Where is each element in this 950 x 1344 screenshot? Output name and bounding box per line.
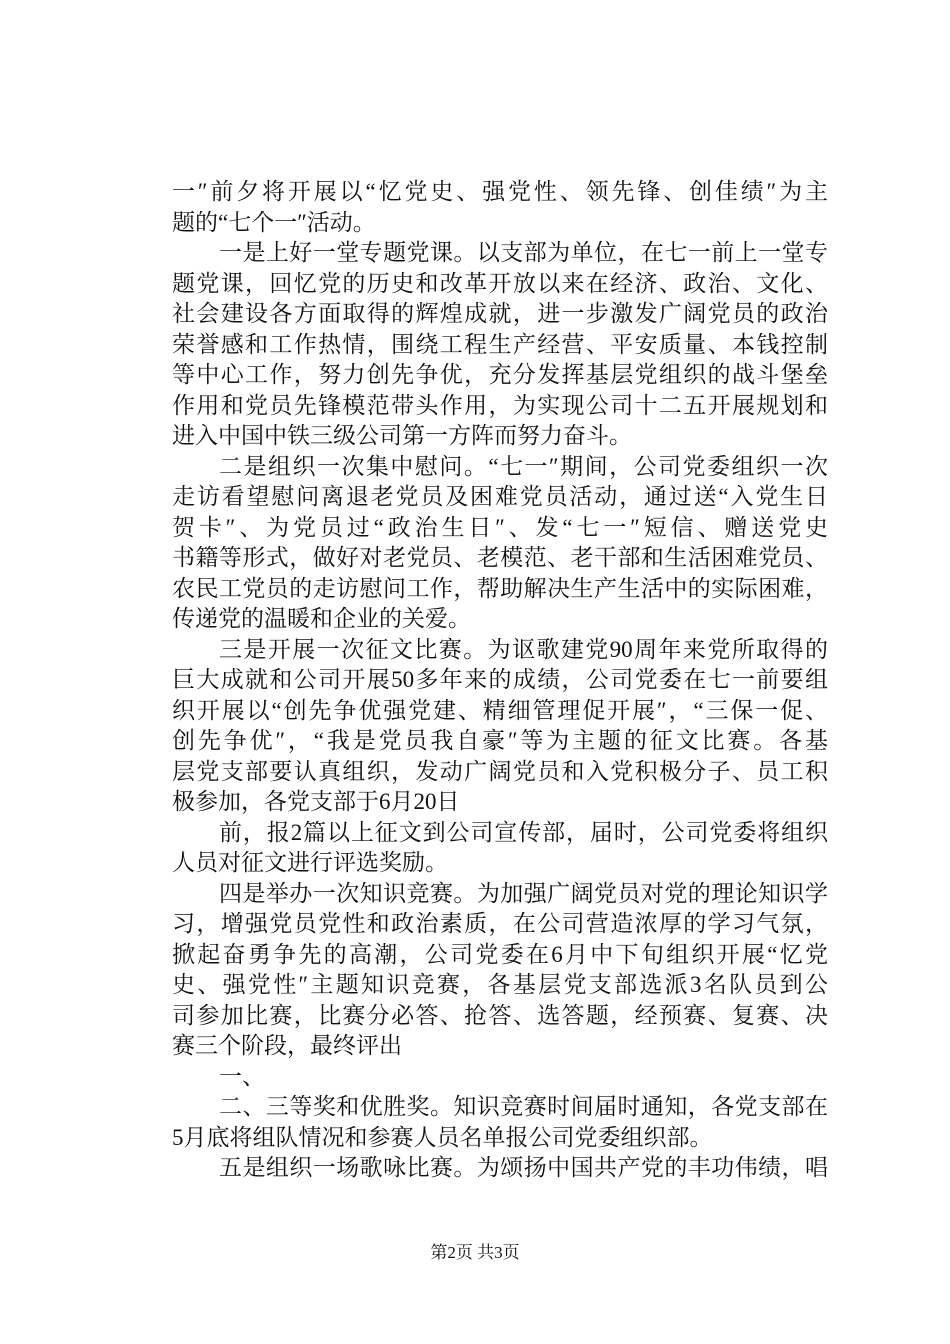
text-line: 走访看望慰问离退老党员及困难党员活动，通过送“入党生日 bbox=[172, 484, 828, 509]
paragraph-continued bbox=[172, 177, 828, 238]
text-line: 传递党的温暖和企业的关爱。 bbox=[172, 606, 471, 631]
text-line: 四是举办一次知识竞赛。为加强广阔党员对党的理论知识学 bbox=[219, 880, 828, 906]
text-line: 巨大成就和公司开展50多年来的成绩，公司党委在七一前要组 bbox=[172, 667, 828, 692]
text-line: 二、三等奖和优胜奖。知识竞赛时间届时通知，各党支部在 bbox=[219, 1094, 828, 1119]
text-line: 掀起奋勇争先的高潮，公司党委在6月中下旬组织开展“忆党 bbox=[172, 941, 828, 967]
text-line: 题党课，回忆党的历史和改革开放以来在经济、政治、文化、 bbox=[172, 270, 828, 296]
text-line: 一、 bbox=[219, 1063, 265, 1089]
text-line: 贺卡″、为党员过“政治生日″、发“七一″短信、赠送党史 bbox=[172, 514, 828, 540]
paragraph bbox=[172, 1062, 828, 1093]
text-line: 一″前夕将开展以“忆党史、强党性、领先锋、创佳绩″为主 bbox=[172, 179, 828, 204]
text-line: 题的“七个一″活动。 bbox=[172, 209, 376, 235]
text-line: 三是开展一次征文比赛。为讴歌建党90周年来党所取得的 bbox=[219, 636, 828, 662]
paragraph bbox=[172, 818, 828, 879]
text-line: 极参加，各党支部于6月20日 bbox=[172, 789, 460, 814]
text-line: 5月底将组队情况和参赛人员名单报公司党委组织部。 bbox=[172, 1124, 713, 1150]
text-line: 赛三个阶段，最终评出 bbox=[172, 1033, 402, 1058]
text-line: 进入中国中铁三级公司第一方阵而努力奋斗。 bbox=[172, 423, 632, 448]
text-line: 书籍等形式，做好对老党员、老模范、老干部和生活困难党员、 bbox=[172, 545, 828, 570]
text-line: 社会建设各方面取得的辉煌成就，进一步激发广阔党员的政治 bbox=[172, 301, 828, 326]
document-body bbox=[172, 177, 828, 1184]
paragraph bbox=[172, 635, 828, 818]
text-line: 史、强党性″主题知识竞赛，各基层党支部选派3名队员到公 bbox=[172, 972, 828, 997]
paragraph bbox=[172, 1092, 828, 1153]
page-footer bbox=[0, 1240, 950, 1266]
text-line: 一是上好一堂专题党课。以支部为单位，在七一前上一堂专 bbox=[219, 240, 828, 265]
text-line: 创先争优″，“我是党员我自豪″等为主题的征文比赛。各基 bbox=[172, 728, 828, 753]
text-line: 人员对征文进行评选奖励。 bbox=[172, 850, 448, 875]
text-line: 前，报2篇以上征文到公司宣传部，届时，公司党委将组织 bbox=[219, 819, 828, 845]
text-line: 等中心工作，努力创先争优，充分发挥基层党组织的战斗堡垒 bbox=[172, 362, 828, 387]
text-line: 司参加比赛，比赛分必答、抢答、选答题，经预赛、复赛、决 bbox=[172, 1002, 828, 1028]
text-line: 五是组织一场歌咏比赛。为颂扬中国共产党的丰功伟绩，唱 bbox=[219, 1155, 828, 1180]
paragraph bbox=[172, 1153, 828, 1184]
page-number-label: 第2页 共3页 bbox=[430, 1243, 520, 1262]
text-line: 荣誉感和工作热情，围绕工程生产经营、平安质量、本钱控制 bbox=[172, 331, 828, 357]
text-line: 层党支部要认真组织，发动广阔党员和入党积极分子、员工积 bbox=[172, 758, 828, 784]
paragraph bbox=[172, 238, 828, 452]
text-line: 二是组织一次集中慰问。“七一″期间，公司党委组织一次 bbox=[219, 453, 828, 479]
text-line: 习，增强党员党性和政治素质，在公司营造浓厚的学习气氛， bbox=[172, 911, 828, 936]
text-line: 作用和党员先锋模范带头作用，为实现公司十二五开展规划和 bbox=[172, 392, 828, 418]
paragraph bbox=[172, 452, 828, 635]
text-line: 农民工党员的走访慰问工作，帮助解决生产生活中的实际困难， bbox=[172, 575, 828, 601]
paragraph bbox=[172, 879, 828, 1062]
text-line: 织开展以“创先争优强党建、精细管理促开展″，“三保一促、 bbox=[172, 697, 828, 723]
